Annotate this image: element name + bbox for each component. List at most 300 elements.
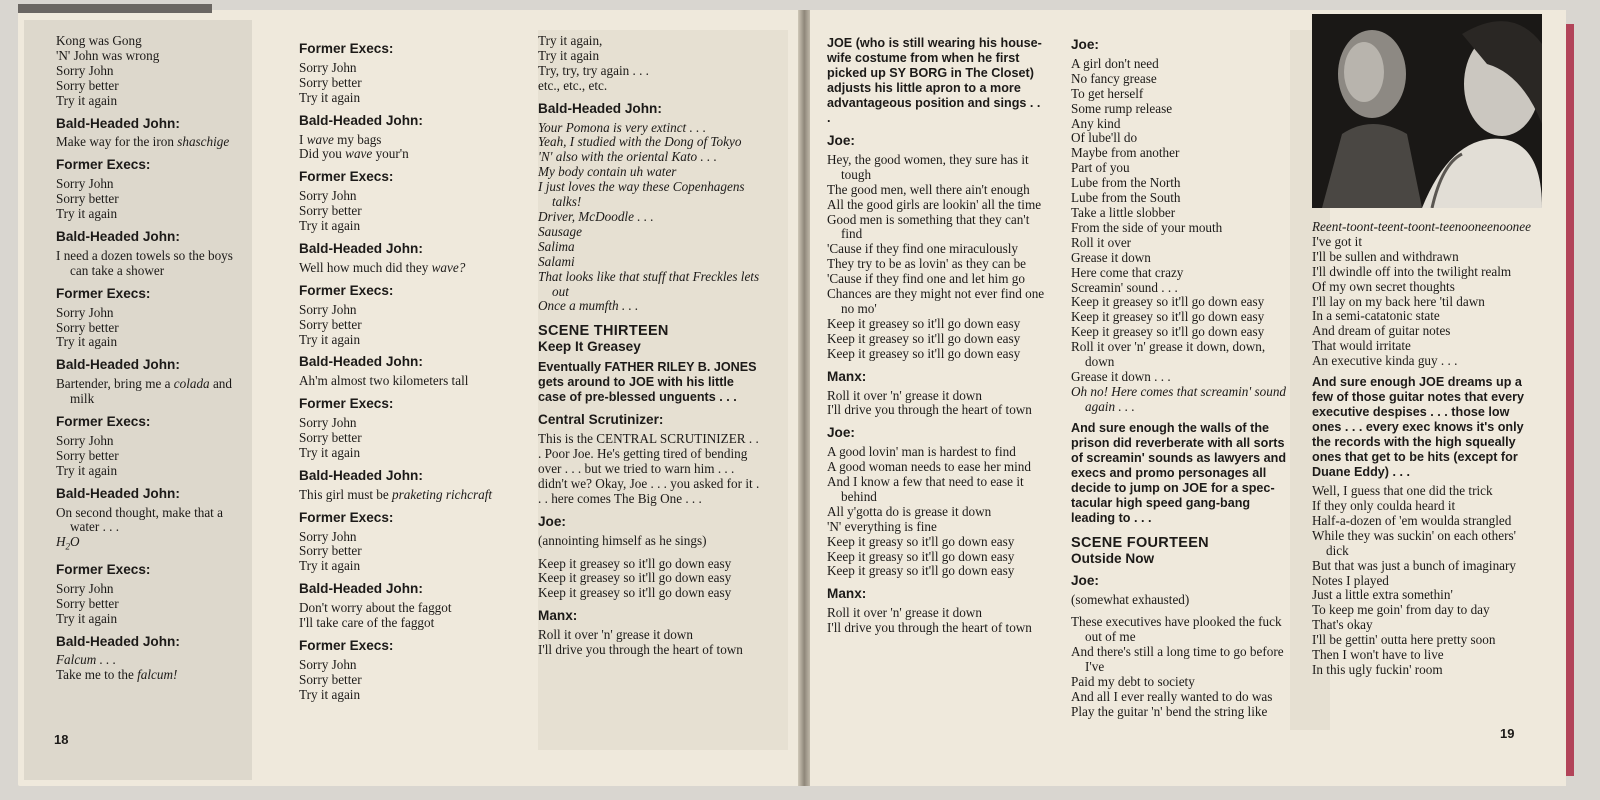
lyric-text: And I know a few that need to ease it behind — [827, 474, 1024, 504]
lyric-line — [299, 688, 521, 703]
italic-lyric-line: $H_2O$ — [56, 534, 80, 553]
lyric-text: Try it again — [56, 92, 118, 108]
lyric-line — [827, 403, 1045, 418]
lyric-line — [827, 153, 1045, 183]
lyric-line — [538, 628, 760, 643]
italic-lyric-line: Your Pomona is very extinct . . . — [538, 119, 706, 135]
italic-lyric-line: Oh no! Here comes that screamin' sound again . . . — [1071, 383, 1287, 414]
lyric-text: Good men is something that they can't find — [827, 211, 1030, 242]
lyric-line — [299, 303, 521, 318]
lyric-text: Sorry John — [299, 301, 357, 317]
lyric-text: I — [299, 131, 307, 147]
lyric-text: Grease it down — [1071, 249, 1151, 265]
speaker-name: Bald-Headed John: — [538, 100, 662, 116]
lyric-line — [538, 79, 760, 94]
lyric-text: I'll drive you through the heart of town — [827, 402, 1032, 418]
lyric-line — [299, 431, 521, 446]
speaker-name: Bald-Headed John: — [299, 240, 423, 256]
lyric-line — [1312, 265, 1534, 280]
lyric-text: In this ugly fuckin' room — [1312, 661, 1443, 677]
lyric-line — [1071, 266, 1289, 281]
lyric-line — [827, 389, 1045, 404]
lyric-emphasis: wave? — [431, 259, 466, 275]
lyric-line — [1071, 690, 1289, 705]
scene-heading — [1071, 536, 1289, 566]
lyric-text: On second thought, make that a water . . . — [56, 504, 224, 535]
lyric-line — [1312, 514, 1534, 529]
page-number-right: 19 — [1500, 726, 1515, 741]
lyric-text: and milk — [70, 376, 232, 407]
lyric-text: Sorry John — [56, 432, 114, 448]
lyric-text: Keep it greasey so it'll go down easy — [1071, 294, 1265, 310]
lyric-text: Keep it greasey so it'll go down easy — [827, 315, 1021, 331]
scene-title: SCENE THIRTEEN — [538, 323, 669, 340]
lyric-line — [827, 550, 1045, 565]
lyric-line — [827, 332, 1045, 347]
lyric-text: Try it again — [299, 218, 361, 234]
lyric-text: Ah'm almost two kilometers tall — [299, 373, 469, 389]
lyric-line — [538, 557, 760, 572]
lyric-line — [827, 183, 1045, 198]
lyric-text: I'll lay on my back here 'til dawn — [1312, 293, 1485, 309]
italic-lyric-line: Driver, McDoodle . . . — [538, 208, 654, 224]
lyric-text: I'll be sullen and withdrawn — [1312, 248, 1459, 264]
lyric-text: All y'gotta do is grease it down — [827, 503, 992, 519]
lyric-line — [827, 272, 1045, 287]
lyric-line — [56, 321, 254, 336]
italic-lyric-line: My body contain uh water — [538, 164, 677, 180]
lyric-line — [1312, 280, 1534, 295]
speaker-name: Manx: — [538, 608, 578, 624]
lyric-line — [827, 213, 1045, 243]
lyric-line — [827, 564, 1045, 579]
speaker-name: Bald-Headed John: — [56, 485, 180, 501]
lyric-text: Keep it greasey so it'll go down easy — [1071, 324, 1265, 340]
lyric-text: To get herself — [1071, 85, 1144, 101]
speaker-name: Former Execs: — [299, 169, 394, 185]
lyric-line — [827, 621, 1045, 636]
lyric-line — [1312, 339, 1534, 354]
speaker-name: Joe: — [1071, 37, 1099, 52]
lyric-text: Sorry better — [299, 316, 362, 332]
lyric-line — [827, 445, 1045, 460]
lyric-line — [56, 94, 254, 109]
lyric-text: Did you — [299, 146, 346, 162]
lyric-text: Sorry John — [56, 62, 114, 78]
column-1 — [56, 34, 254, 683]
lyric-line — [56, 192, 254, 207]
lyric-text: A good woman needs to ease her mind — [827, 459, 1031, 475]
lyric-line — [1071, 72, 1289, 87]
italic-lyric-line: Once a mumfth . . . — [538, 298, 639, 314]
lyric-line — [827, 257, 1045, 272]
speaker-name: Bald-Headed John: — [56, 357, 180, 373]
lyric-text: I'll drive you through the heart of town — [538, 642, 743, 658]
lyric-text: Try it again — [56, 334, 118, 350]
speaker-name: Former Execs: — [299, 282, 394, 298]
lyric-line — [56, 306, 254, 321]
speaker-name: Former Execs: — [56, 285, 151, 301]
speaker-name: Bald-Headed John: — [299, 581, 423, 597]
lyric-text: Paid my debt to society — [1071, 674, 1195, 690]
lyric-text: Roll it over 'n' grease it down — [827, 387, 982, 403]
lyric-line — [299, 133, 521, 148]
lyric-text: Sorry better — [56, 77, 119, 93]
stage-direction: And sure enough JOE dreams up a few of those guitar notes that every executive despises . . . those low ones . . . every exec knows it's only the records with the high squeally ones that get to be hits (except for Duane Eddy) . . . — [1312, 375, 1525, 480]
lyric-text: 'Cause if they find one miraculously — [827, 241, 1018, 257]
scene-title: SCENE FOURTEEN — [1071, 534, 1209, 551]
lyric-text: Sorry John — [56, 304, 114, 320]
lyric-line — [299, 488, 521, 503]
lyric-text: In a semi-catatonic state — [1312, 308, 1440, 324]
lyric-line — [827, 242, 1045, 257]
lyric-emphasis: shaschige — [177, 134, 230, 150]
lyric-line — [56, 34, 254, 49]
lyric-line — [1071, 191, 1289, 206]
lyric-text: From the side of your mouth — [1071, 219, 1223, 235]
lyric-text: Keep it greasey so it'll go down easy — [538, 570, 732, 586]
lyric-text: Roll it over 'n' grease it down — [538, 627, 693, 643]
lyric-line — [538, 64, 760, 79]
lyric-text: Keep it greasey so it'll go down easy — [538, 555, 732, 571]
lyric-text: I'll take care of the faggot — [299, 615, 435, 631]
lyric-text: Sorry better — [299, 543, 362, 559]
lyric-text: Half-a-dozen of 'em woulda strangled — [1312, 512, 1512, 528]
lyric-text: I need a dozen towels so the boys can take a shower — [56, 247, 233, 278]
lyric-line — [1071, 615, 1289, 645]
lyric-text: Try it again, — [538, 33, 603, 48]
lyric-text: Try it again — [299, 558, 361, 574]
italic-lyric-line: Falcum . . . — [56, 652, 117, 668]
lyric-line — [1312, 354, 1534, 369]
red-cover-edge — [1566, 24, 1574, 776]
lyric-text: While they was suckin' on each others' dick — [1312, 527, 1516, 558]
lyric-text: Try, try, try again . . . — [538, 62, 649, 78]
speaker-name: Joe: — [538, 513, 566, 529]
lyric-line — [56, 612, 254, 627]
lyric-text: Sorry better — [299, 74, 362, 90]
top-grey-bar — [18, 4, 212, 13]
lyric-line — [299, 318, 521, 333]
lyric-line — [299, 559, 521, 574]
lyric-line — [299, 61, 521, 76]
lyric-text: These executives have plooked the fuck out of me — [1071, 614, 1282, 645]
lyric-line — [1071, 57, 1289, 72]
lyric-text: I'll drive you through the heart of town — [827, 620, 1032, 636]
italic-lyric-line: Reent-toont-teent-toont-teenooneenoonee — [1312, 219, 1531, 234]
lyric-text: Chances are they might not ever find one no mo' — [827, 286, 1045, 316]
lyric-text: Try it again — [56, 206, 118, 222]
lyric-line — [56, 79, 254, 94]
lyric-text: Grease it down . . . — [1071, 368, 1171, 384]
lyric-text: Don't worry about the faggot — [299, 600, 452, 616]
lyric-text: Try it again — [299, 331, 361, 347]
lyric-text: Sorry better — [299, 671, 362, 687]
lyric-line — [1071, 593, 1289, 608]
lyric-line — [1312, 309, 1534, 324]
lyric-line — [299, 416, 521, 431]
lyric-line — [299, 76, 521, 91]
lyric-text: Of lube'll do — [1071, 130, 1138, 146]
lyric-text: Part of you — [1071, 160, 1130, 176]
lyric-line — [827, 460, 1045, 475]
lyric-line — [1312, 618, 1534, 633]
lyric-line — [299, 219, 521, 234]
lyric-text: Sorry John — [299, 528, 357, 544]
speaker-name: Former Execs: — [299, 638, 394, 653]
lyric-text: If they only coulda heard it — [1312, 497, 1456, 513]
lyric-text: I'll be gettin' outta here pretty soon — [1312, 632, 1496, 648]
lyric-text: Make way for the iron — [56, 134, 178, 150]
lyric-line — [1071, 340, 1289, 370]
lyric-text: Roll it over 'n' grease it down, down, down — [1071, 339, 1266, 370]
lyric-text: 'N' John was wrong — [56, 47, 160, 63]
lyric-text: Kong was Gong — [56, 33, 142, 48]
speaker-name: Manx: — [827, 368, 867, 384]
lyric-text: A girl don't need — [1071, 55, 1159, 71]
italic-lyric-line: That looks like that stuff that Freckles lets out — [538, 268, 760, 299]
speaker-name: Bald-Headed John: — [56, 115, 180, 131]
lyric-text: To keep me goin' from day to day — [1312, 602, 1490, 618]
lyric-text: Take me to the — [56, 667, 138, 683]
lyric-line — [56, 597, 254, 612]
lyric-text: (somewhat exhausted) — [1071, 591, 1190, 607]
lyric-text: Roll it over — [1071, 234, 1132, 250]
lyric-text: Try it again — [56, 462, 118, 478]
lyric-line — [56, 464, 254, 479]
lyric-text: Here come that crazy — [1071, 264, 1184, 280]
lyric-line — [827, 520, 1045, 535]
lyric-line — [56, 64, 254, 79]
lyric-text: Maybe from another — [1071, 145, 1180, 161]
speaker-name: Bald-Headed John: — [299, 354, 423, 370]
lyric-line — [299, 673, 521, 688]
lyric-text: Sorry better — [56, 447, 119, 463]
lyric-text: No fancy grease — [1071, 70, 1157, 86]
lyric-line — [1071, 236, 1289, 251]
lyric-line — [299, 658, 521, 673]
lyric-line — [1071, 206, 1289, 221]
lyric-line — [827, 505, 1045, 520]
lyric-text: Sorry John — [299, 415, 357, 431]
lyric-text: Some rump release — [1071, 100, 1173, 116]
band-photo — [1312, 14, 1542, 208]
lyric-text: Keep it greasey so it'll go down easy — [1071, 309, 1265, 325]
italic-lyric-line: I just loves the way these Copenhagens talks! — [538, 179, 745, 210]
speaker-name: Bald-Headed John: — [56, 633, 180, 649]
lyric-line — [538, 586, 760, 601]
lyric-line — [1312, 499, 1534, 514]
lyric-text: Keep it greasey so it'll go down easy — [827, 330, 1021, 346]
lyric-text: my bags — [333, 131, 382, 147]
lyric-line — [299, 530, 521, 545]
lyric-text: Roll it over 'n' grease it down — [827, 605, 982, 621]
speaker-name: Manx: — [827, 586, 867, 602]
speaker-name: Bald-Headed John: — [299, 112, 423, 128]
lyric-line — [827, 198, 1045, 213]
lyric-text: Well, I guess that one did the trick — [1312, 483, 1493, 499]
lyric-text: And there's still a long time to go before I've — [1071, 644, 1284, 675]
lyric-text: Any kind — [1071, 115, 1121, 131]
lyric-text: Take a little slobber — [1071, 204, 1176, 220]
lyric-line — [1071, 87, 1289, 102]
lyric-text: Screamin' sound . . . — [1071, 279, 1178, 295]
lyric-line — [1312, 559, 1534, 574]
lyric-line — [299, 544, 521, 559]
lyric-text: Sorry better — [56, 319, 119, 335]
lyric-line — [827, 606, 1045, 621]
lyric-text: Sorry better — [56, 191, 119, 207]
lyric-text: Sorry John — [299, 656, 357, 672]
narration-paragraph: This is the CENTRAL SCRUTINIZER . . . Poor Joe. He's getting tired of bending over . . . but we tried to warn him . . . didn't we? Okay, Joe . . . you asked for it . . . here comes The Big One . . . — [538, 431, 760, 506]
lyric-line — [299, 601, 521, 616]
lyric-text: Lube from the North — [1071, 175, 1181, 191]
lyric-text: Sorry better — [56, 595, 119, 611]
stage-direction: And sure enough the walls of the prison did reverberate with all sorts of screamin' sounds as lawyers and execs and promo personages all decide to jump on JOE for a spec-tacular high speed gang-bang leading to . . . — [1071, 420, 1287, 525]
lyric-line — [56, 135, 254, 150]
speaker-name: Former Execs: — [299, 41, 394, 56]
lyric-line — [1071, 251, 1289, 266]
lyric-line — [1312, 295, 1534, 310]
lyric-line — [1071, 675, 1289, 690]
lyric-text: This girl must be — [299, 486, 393, 502]
column-5 — [1071, 30, 1289, 720]
scene-heading — [538, 324, 760, 354]
lyric-text: Sorry better — [299, 430, 362, 446]
speaker-name: Former Execs: — [56, 414, 151, 430]
lyric-text: Well how much did they — [299, 259, 432, 275]
lyric-text: Hey, the good women, they sure has it tough — [827, 151, 1029, 182]
lyric-line — [1312, 648, 1534, 663]
italic-lyric-line: Salima — [538, 238, 575, 254]
lyric-line — [299, 333, 521, 348]
lyric-line — [1312, 235, 1534, 250]
lyric-emphasis: wave — [306, 131, 334, 147]
lyric-emphasis: praketing richcraft — [392, 486, 493, 502]
lyric-line — [56, 668, 254, 683]
column-2 — [299, 34, 521, 703]
lyric-line — [1071, 146, 1289, 161]
lyric-line — [1071, 325, 1289, 340]
lyric-text: That's okay — [1312, 617, 1373, 633]
lyric-text: Keep it greasey so it'll go down easy — [538, 585, 732, 601]
lyric-text: Keep it greasy so it'll go down easy — [827, 548, 1015, 564]
stage-direction: Eventually FATHER RILEY B. JONES gets around to JOE with his little case of pre-blessed unguents . . . — [538, 360, 757, 405]
lyric-line — [1071, 281, 1289, 296]
lyric-text: Sorry John — [299, 188, 357, 204]
lyric-line — [827, 535, 1045, 550]
lyric-line — [299, 374, 521, 389]
lyric-line — [1312, 324, 1534, 339]
lyric-text: Bartender, bring me a — [56, 376, 174, 392]
lyric-line — [827, 287, 1045, 317]
lyric-text: 'N' everything is fine — [827, 518, 937, 534]
lyric-line — [1071, 176, 1289, 191]
lyric-line — [56, 449, 254, 464]
lyric-text: Keep it greasey so it'll go down easy — [827, 345, 1021, 361]
lyric-text: Of my own secret thoughts — [1312, 278, 1455, 294]
lyric-text: An executive kinda guy . . . — [1312, 353, 1458, 369]
lyric-emphasis: wave — [345, 146, 373, 162]
italic-lyric-line: Yeah, I studied with the Dong of Tokyo — [538, 134, 742, 150]
lyric-text: And dream of guitar notes — [1312, 323, 1451, 339]
lyric-line — [538, 643, 760, 658]
speaker-name: Joe: — [1071, 572, 1099, 588]
band-photo-illustration — [1312, 14, 1542, 208]
lyric-text: Try it again — [538, 47, 600, 63]
lyric-line — [1312, 663, 1534, 678]
speaker-name: Central Scrutinizer: — [538, 412, 664, 428]
lyric-text: Lube from the South — [1071, 190, 1181, 206]
lyric-line — [1071, 221, 1289, 236]
lyric-text: The good men, well there ain't enough — [827, 181, 1030, 197]
lyric-text: etc., etc., etc. — [538, 77, 608, 93]
lyric-line — [299, 204, 521, 219]
lyric-line — [299, 446, 521, 461]
lyric-line — [1071, 102, 1289, 117]
lyric-text: 'Cause if they find one and let him go — [827, 271, 1025, 287]
speaker-name: Former Execs: — [299, 509, 394, 525]
lyric-line — [56, 434, 254, 449]
speaker-name: Former Execs: — [56, 561, 151, 577]
page-number-left: 18 — [54, 732, 69, 747]
lyric-line — [538, 534, 760, 549]
lyric-line — [299, 91, 521, 106]
lyric-line — [827, 317, 1045, 332]
lyric-line — [56, 377, 254, 407]
lyric-line — [538, 34, 760, 49]
lyric-line — [56, 335, 254, 350]
lyric-text: Try it again — [299, 444, 361, 460]
lyric-line — [56, 207, 254, 222]
lyric-text: Sorry John — [56, 176, 114, 192]
lyric-line — [1071, 645, 1289, 675]
lyric-line — [1312, 484, 1534, 499]
lyric-text: But that was just a bunch of imaginary — [1312, 557, 1517, 573]
scene-subtitle: Outside Now — [1071, 550, 1155, 566]
lyric-line — [1071, 117, 1289, 132]
speaker-name: Bald-Headed John: — [56, 228, 180, 244]
lyric-text: Sorry John — [56, 580, 114, 596]
lyric-line — [1071, 295, 1289, 310]
column-3 — [538, 34, 760, 658]
lyric-line — [1312, 574, 1534, 589]
lyric-line — [56, 506, 254, 536]
speaker-name: Former Execs: — [56, 157, 151, 173]
column-4 — [827, 30, 1045, 636]
scene-subtitle: Keep It Greasey — [538, 339, 641, 355]
lyric-line — [1312, 588, 1534, 603]
lyric-text: Play the guitar 'n' bend the string like — [1071, 703, 1268, 719]
lyric-line — [299, 147, 521, 162]
lyric-text: Try it again — [299, 686, 361, 702]
lyric-emphasis: colada — [173, 376, 210, 392]
lyric-line — [538, 571, 760, 586]
lyric-line — [1312, 529, 1534, 559]
lyric-line — [1071, 161, 1289, 176]
lyric-text: Notes I played — [1312, 572, 1389, 588]
lyric-text: Try it again — [56, 610, 118, 626]
speaker-name: Joe: — [827, 425, 855, 441]
italic-lyric-line: 'N' also with the oriental Kato . . . — [538, 149, 717, 165]
italic-lyric-line: Sausage — [538, 223, 582, 239]
lyric-line — [1312, 633, 1534, 648]
lyric-line — [1071, 310, 1289, 325]
lyric-line — [1071, 705, 1289, 720]
lyric-text: And all I ever really wanted to do was — [1071, 689, 1273, 704]
lyric-emphasis: falcum! — [137, 667, 178, 683]
lyric-text: I've got it — [1312, 233, 1362, 249]
